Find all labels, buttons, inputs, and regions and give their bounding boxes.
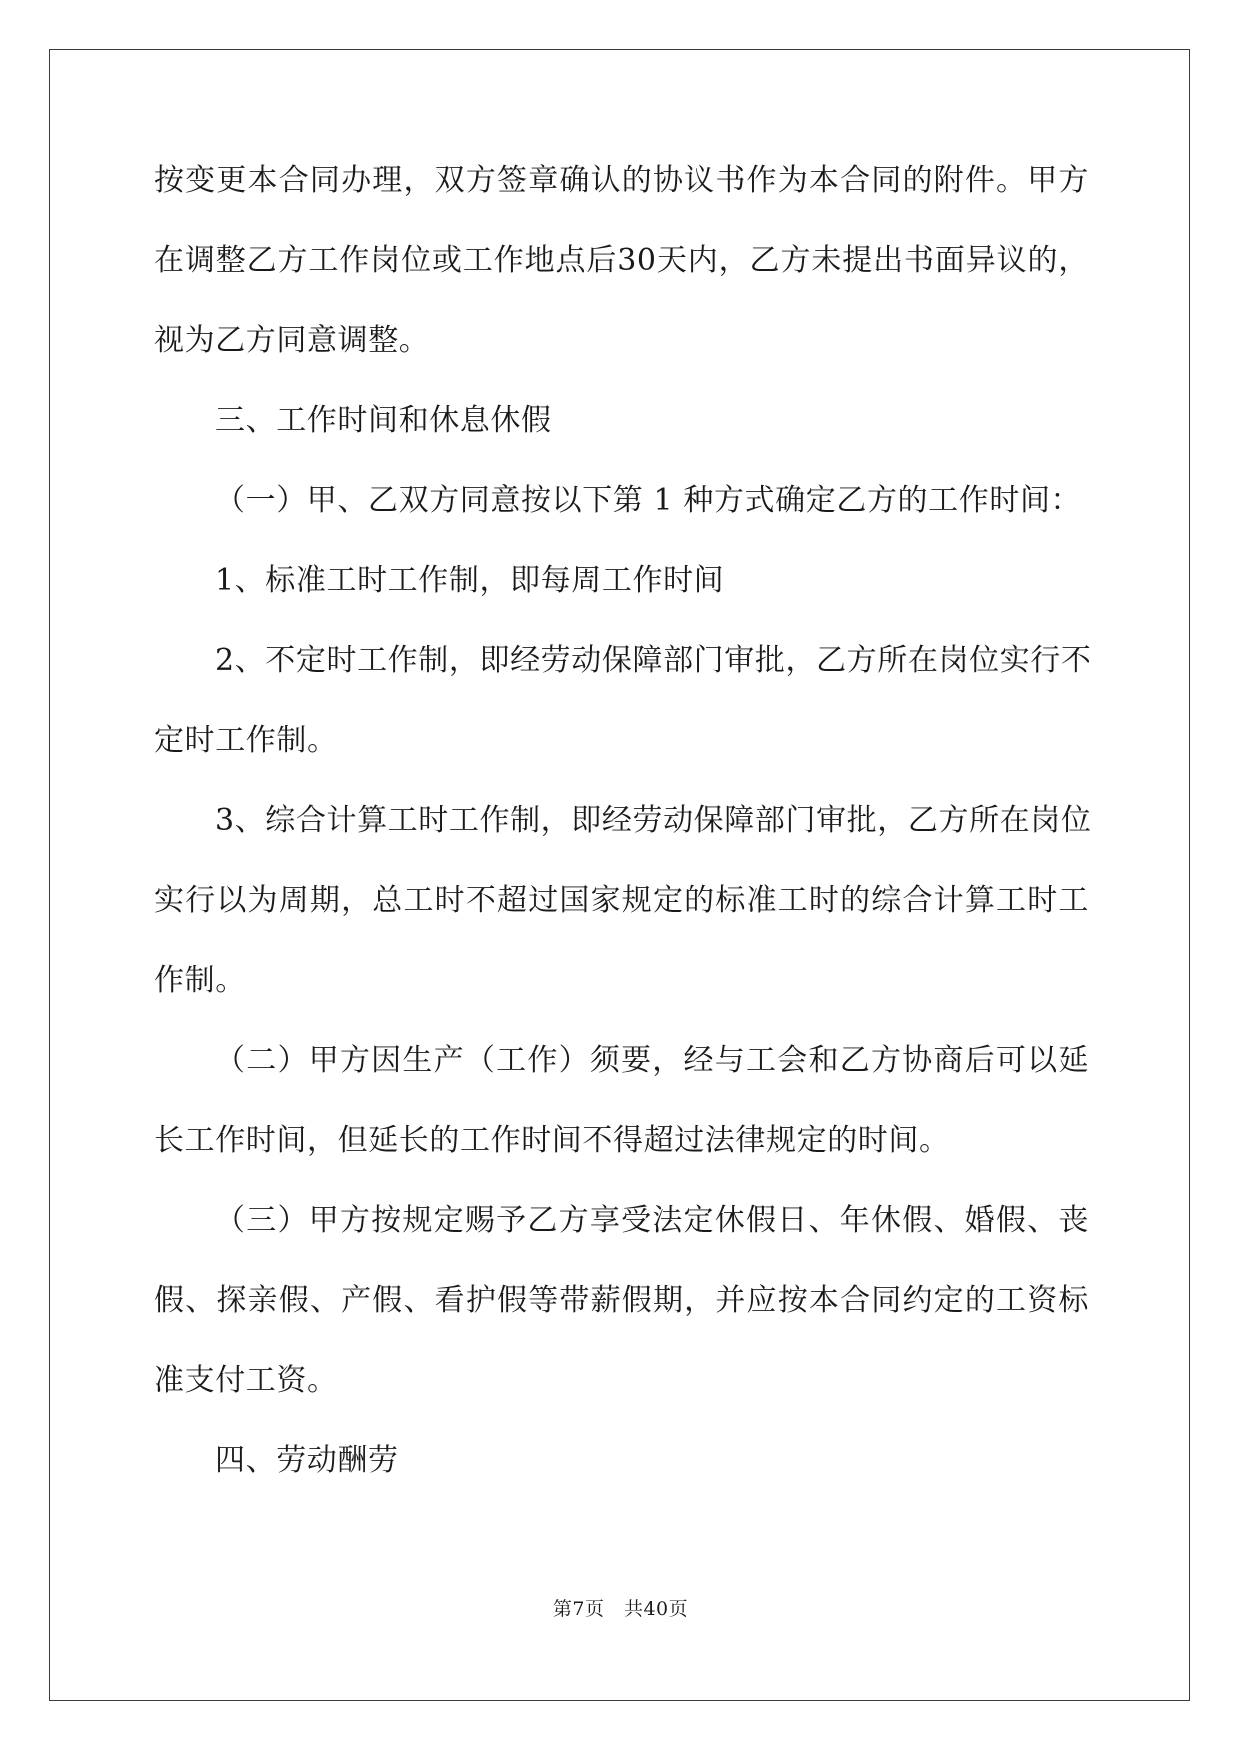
document-body: [154, 160, 1092, 1520]
paragraph-line: 作制。: [154, 963, 246, 998]
paragraph-line: 在调整乙方工作岗位或工作地点后30天内，乙方未提出书面异议的，: [154, 243, 1089, 278]
page-number-footer: 第7页 共40页: [552, 1598, 689, 1620]
paragraph-line: 1、标准工时工作制，即每周工作时间: [215, 563, 725, 598]
paragraph-line: 长工作时间，但延长的工作时间不得超过法律规定的时间。: [154, 1123, 950, 1158]
section-heading: 四、劳动酬劳: [215, 1443, 399, 1478]
paragraph-line: （一）甲、乙双方同意按以下第 1 种方式确定乙方的工作时间：: [215, 483, 1082, 518]
paragraph-line: 3、综合计算工时工作制，即经劳动保障部门审批，乙方所在岗位: [215, 803, 1092, 838]
paragraph-line: 假、探亲假、产假、看护假等带薪假期，并应按本合同约定的工资标: [154, 1283, 1089, 1318]
paragraph-line: 按变更本合同办理，双方签章确认的协议书作为本合同的附件。甲方: [154, 163, 1089, 198]
section-heading: 三、工作时间和休息休假: [215, 403, 552, 438]
paragraph-line: （二）甲方因生产（工作）须要，经与工会和乙方协商后可以延: [215, 1043, 1089, 1078]
paragraph-line: 视为乙方同意调整。: [154, 323, 430, 358]
paragraph-line: 定时工作制。: [154, 723, 338, 758]
paragraph-line: 2、不定时工作制，即经劳动保障部门审批，乙方所在岗位实行不: [215, 643, 1092, 678]
paragraph-line: 准支付工资。: [154, 1363, 338, 1398]
paragraph-line: （三）甲方按规定赐予乙方享受法定休假日、年休假、婚假、丧: [215, 1203, 1089, 1238]
paragraph-line: 实行以为周期，总工时不超过国家规定的标准工时的综合计算工时工: [154, 883, 1089, 918]
